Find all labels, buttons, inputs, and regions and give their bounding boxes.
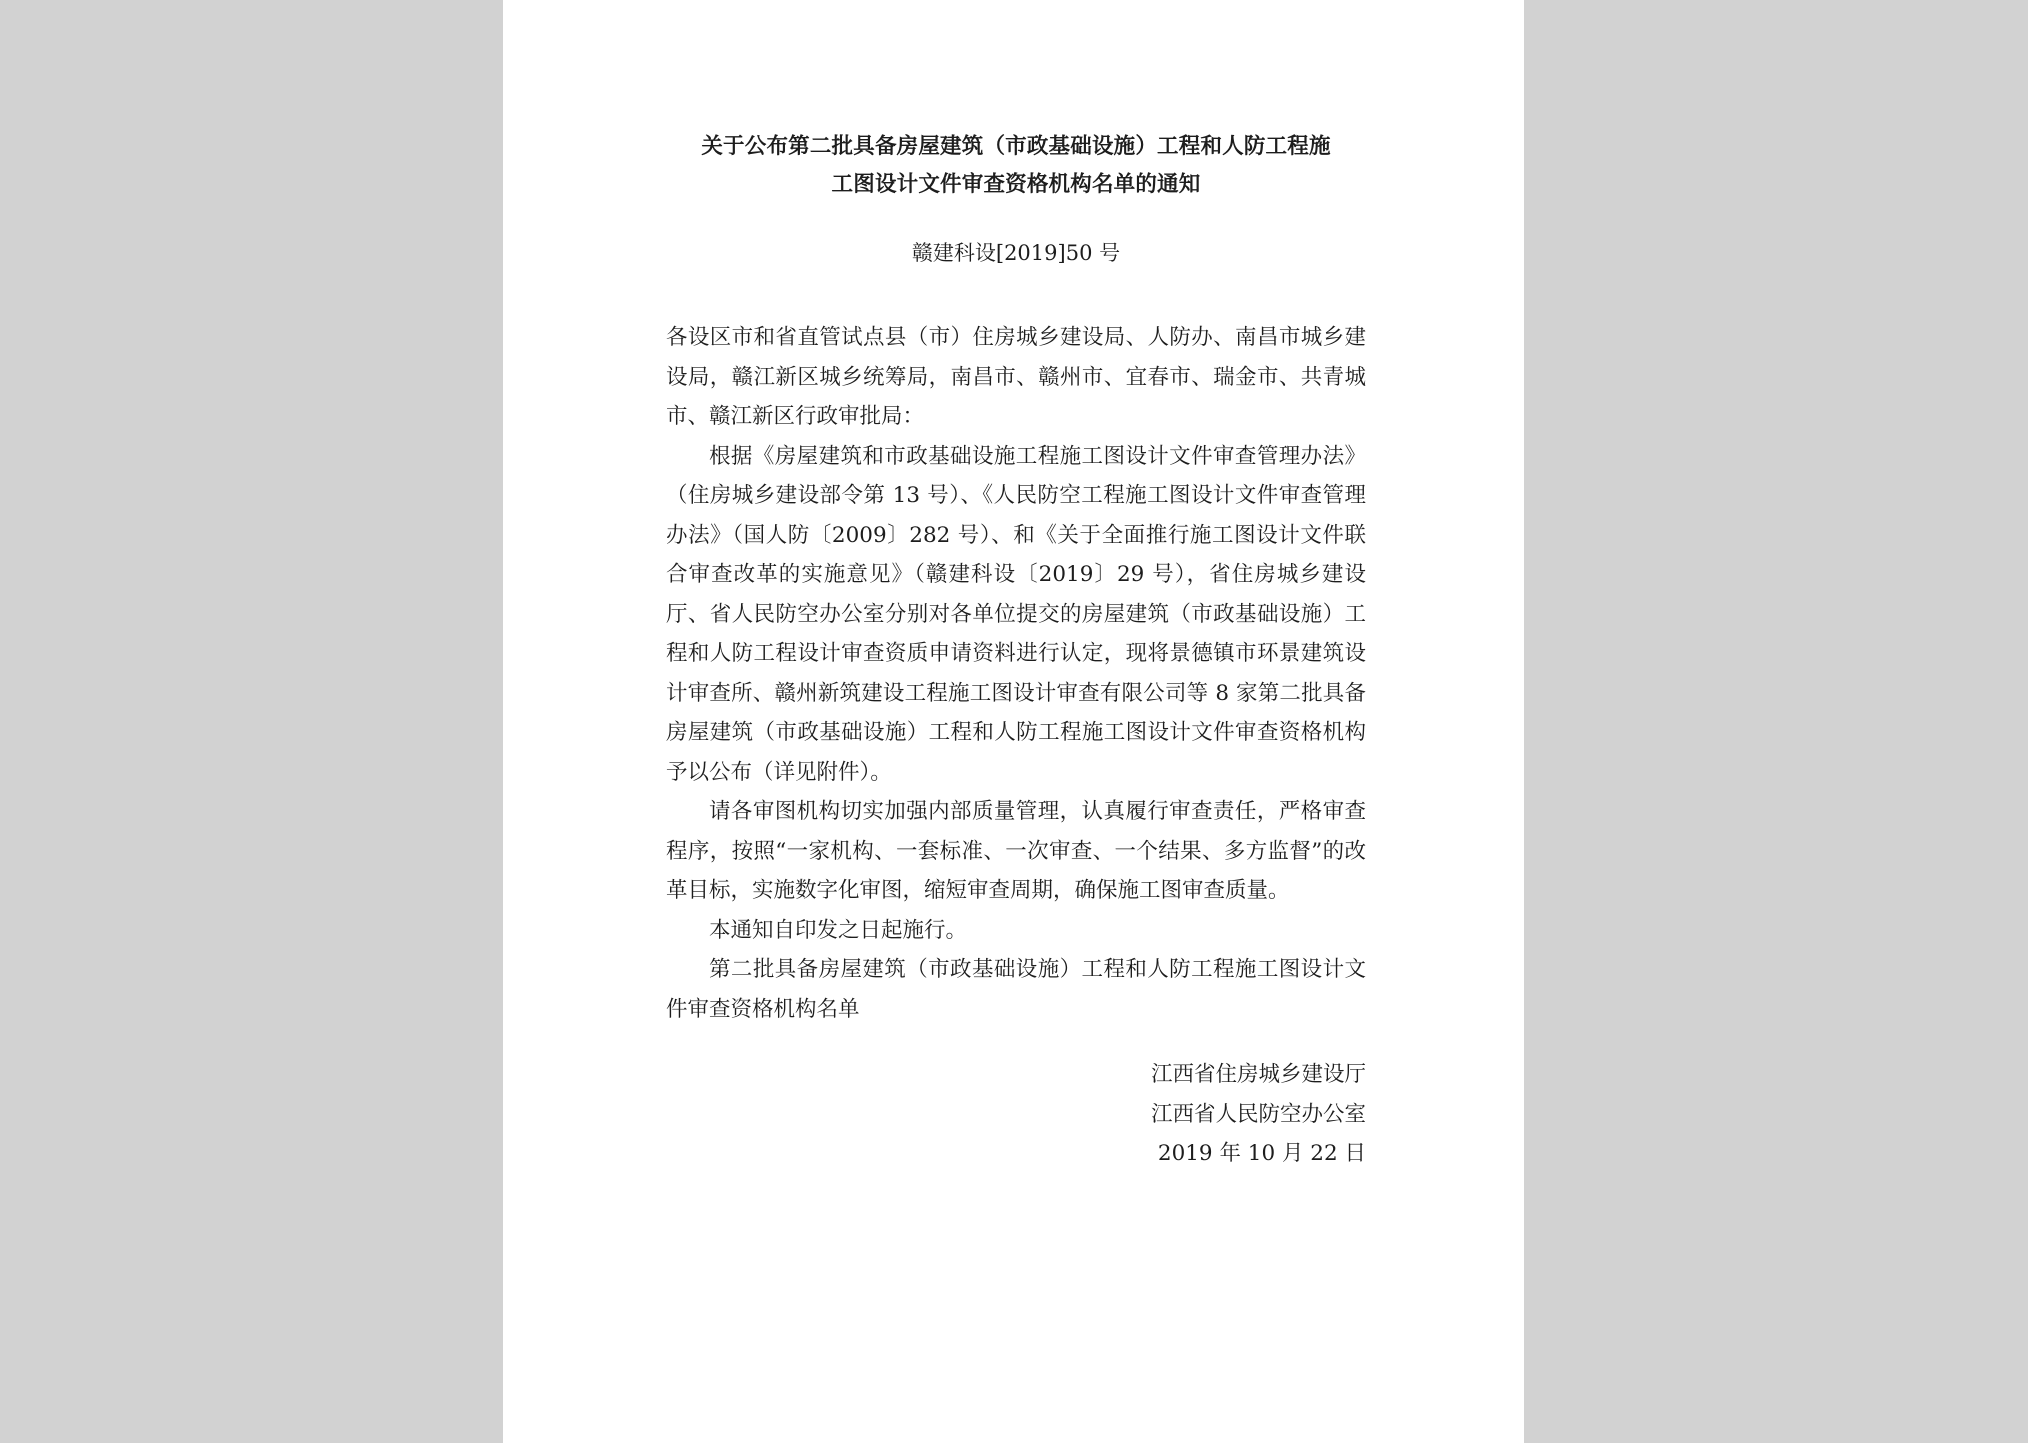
- signatory-housing-department: 江西省住房城乡建设厅: [1150, 1062, 1366, 1087]
- requirements-paragraph: 请各审图机构切实加强内部质量管理，认真履行审查责任，严格审查程序，按照“一家机构、一套标准、一次审查、一个结果、多方监督”的改革目标，实施数字化审图，缩短审查周期，确保施工图审查质量。: [666, 799, 1366, 903]
- basis-paragraph: 根据《房屋建筑和市政基础设施工程施工图设计文件审查管理办法》（住房城乡建设部令第 13 号）、《人民防空工程施工图设计文件审查管理办法》（国人防〔2009〕282 号）、和《关于全面推行施工图设计文件联合审查改革的实施意见》（赣建科设〔2019〕29 号），省住房城乡建设厅、省人民防空办公室分别对各单位提交的房屋建筑（市政基础设施）工程和人防工程设计审查资质申请资料进行认定，现将景德镇市环景建筑设计审查所、赣州新筑建设工程施工图设计审查有限公司等 8 家第二批具备房屋建筑（市政基础设施）工程和人防工程施工图设计文件审查资格机构予以公布（详见附件）。: [666, 443, 1366, 785]
- title-line-1: 关于公布第二批具备房屋建筑（市政基础设施）工程和人防工程施: [701, 134, 1331, 159]
- document-content: [666, 128, 1366, 1174]
- effective-date-paragraph: 本通知自印发之日起施行。: [709, 917, 968, 943]
- issue-date: 2019 年 10 月 22 日: [1157, 1141, 1366, 1166]
- document-title: [666, 128, 1366, 204]
- title-line-2: 工图设计文件审查资格机构名单的通知: [831, 172, 1201, 197]
- document-page: [503, 0, 1524, 1443]
- attachment-paragraph: 第二批具备房屋建筑（市政基础设施）工程和人防工程施工图设计文件审查资格机构名单: [666, 957, 1366, 1022]
- recipients-paragraph: 各设区市和省直管试点县（市）住房城乡建设局、人防办、南昌市城乡建设局，赣江新区城乡统筹局，南昌市、赣州市、宜春市、瑞金市、共青城市、赣江新区行政审批局：: [666, 325, 1366, 429]
- signature-block: [666, 1055, 1366, 1174]
- document-number: 赣建科设[2019]50 号: [911, 241, 1121, 265]
- document-body: [666, 318, 1366, 1029]
- signatory-civil-defense-office: 江西省人民防空办公室: [1150, 1101, 1366, 1127]
